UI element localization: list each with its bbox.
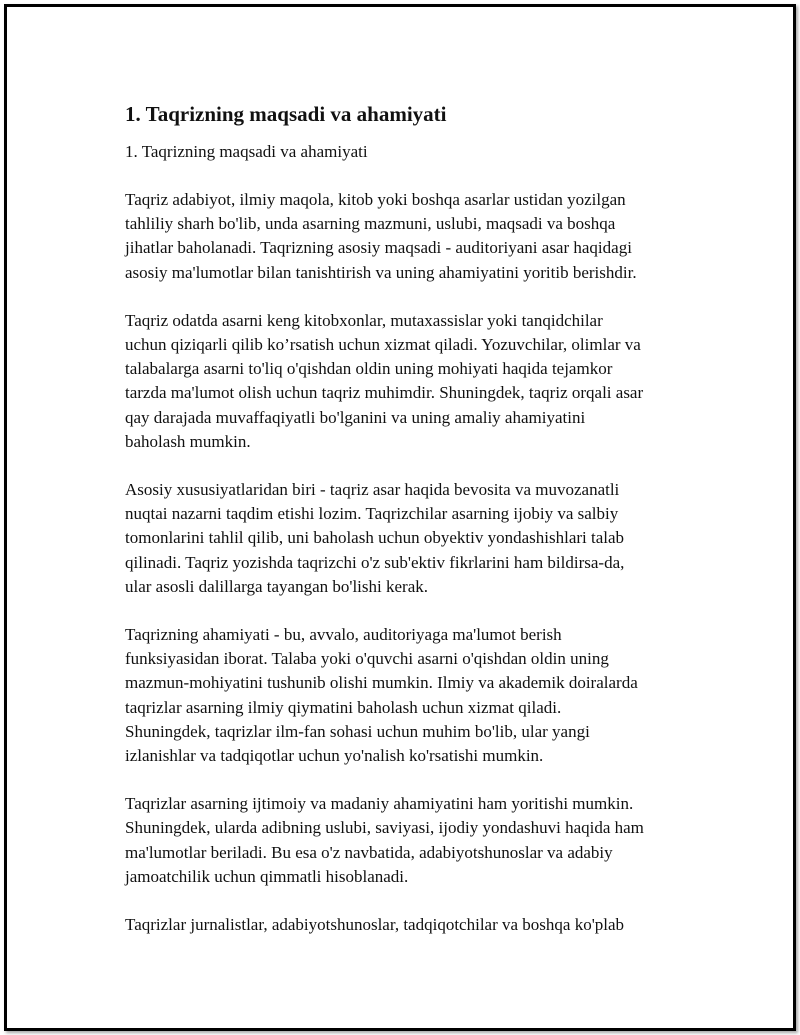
paragraph-line: ular asosli dalillarga tayangan bo'lishi kerak. [125, 576, 428, 596]
paragraph-line: Taqriz adabiyot, ilmiy maqola, kitob yoki boshqa asarlar ustidan yozilgan [125, 190, 626, 209]
paragraph-line: Taqrizning ahamiyati - bu, avvalo, auditoriyaga ma'lumot berish [125, 625, 562, 645]
document-page [4, 4, 796, 1031]
paragraph-line: uchun qiziqarli qilib ko’rsatish uchun xizmat qiladi. Yozuvchilar, olimlar va [125, 335, 641, 355]
paragraph [125, 478, 705, 599]
document-heading: 1. Taqrizning maqsadi va ahamiyati [125, 102, 447, 126]
paragraph-line: qilinadi. Taqriz yozishda taqrizchi o'z sub'ektiv fikrlarini ham bildirsa-da, [125, 552, 625, 572]
paragraph-line: jihatlar baholanadi. Taqrizning asosiy maqsadi - auditoriyani asar haqidagi [125, 238, 632, 258]
paragraph-line: mazmun-mohiyatini tushunib olishi mumkin. Ilmiy va akademik doiralarda [125, 673, 638, 693]
paragraph-line: Shuningdek, ularda adibning uslubi, saviyasi, ijodiy yondashuvi haqida ham [125, 818, 644, 838]
paragraph [125, 913, 705, 937]
paragraph-line: Shuningdek, taqrizlar ilm-fan sohasi uchun muhim bo'lib, ular yangi [125, 721, 590, 741]
paragraph-line: baholash mumkin. [125, 431, 251, 451]
paragraph-line: talabalarga asarni to'liq o'qishdan oldin uning mohiyati haqida tejamkor [125, 359, 613, 379]
paragraph-line: tarzda ma'lumot olish uchun taqriz muhimdir. Shuningdek, taqriz orqali asar [125, 383, 644, 403]
paragraph-line: tahliliy sharh bo'lib, unda asarning mazmuni, uslubi, maqsadi va boshqa [125, 214, 616, 234]
paragraph-line: Taqriz odatda asarni keng kitobxonlar, mutaxassislar yoki tanqidchilar [125, 310, 603, 330]
paragraph-line: nuqtai nazarni taqdim etishi lozim. Taqrizchilar asarning ijobiy va salbiy [125, 504, 619, 524]
paragraph [125, 309, 705, 454]
paragraph-line: tomonlarini tahlil qilib, uni baholash uchun obyektiv yondashishlari talab [125, 528, 625, 548]
paragraph [125, 188, 705, 285]
paragraph-line: Taqrizlar asarning ijtimoiy va madaniy ahamiyatini ham yoritishi mumkin. [125, 794, 634, 814]
paragraph [125, 623, 705, 768]
paragraph-line: Asosiy xususiyatlaridan biri - taqriz asar haqida bevosita va muvozanatli [125, 480, 620, 500]
paragraph-line: asosiy ma'lumotlar bilan tanishtirish va uning ahamiyatini yoritib berishdir. [125, 262, 637, 282]
document-body [125, 101, 705, 961]
paragraph-line: izlanishlar va tadqiqotlar uchun yo'nalish ko'rsatishi mumkin. [125, 746, 544, 766]
paragraph [125, 792, 705, 889]
paragraph-line: ma'lumotlar beriladi. Bu esa o'z navbatida, adabiyotshunoslar va adabiy [125, 842, 613, 862]
paragraph-line: qay darajada muvaffaqiyatli bo'lganini va uning amaliy ahamiyatini [125, 407, 586, 427]
paragraph-line: jamoatchilik uchun qimmatli hisoblanadi. [125, 866, 409, 886]
paragraph-line: Taqrizlar jurnalistlar, adabiyotshunoslar, tadqiqotchilar va boshqa ko'plab [125, 915, 625, 935]
paragraph-line: funksiyasidan iborat. Talaba yoki o'quvchi asarni o'qishdan oldin uning [125, 649, 609, 669]
section-title: 1. Taqrizning maqsadi va ahamiyati [125, 142, 368, 161]
paragraph-line: taqrizlar asarning ilmiy qiymatini baholash uchun xizmat qiladi. [125, 697, 562, 717]
